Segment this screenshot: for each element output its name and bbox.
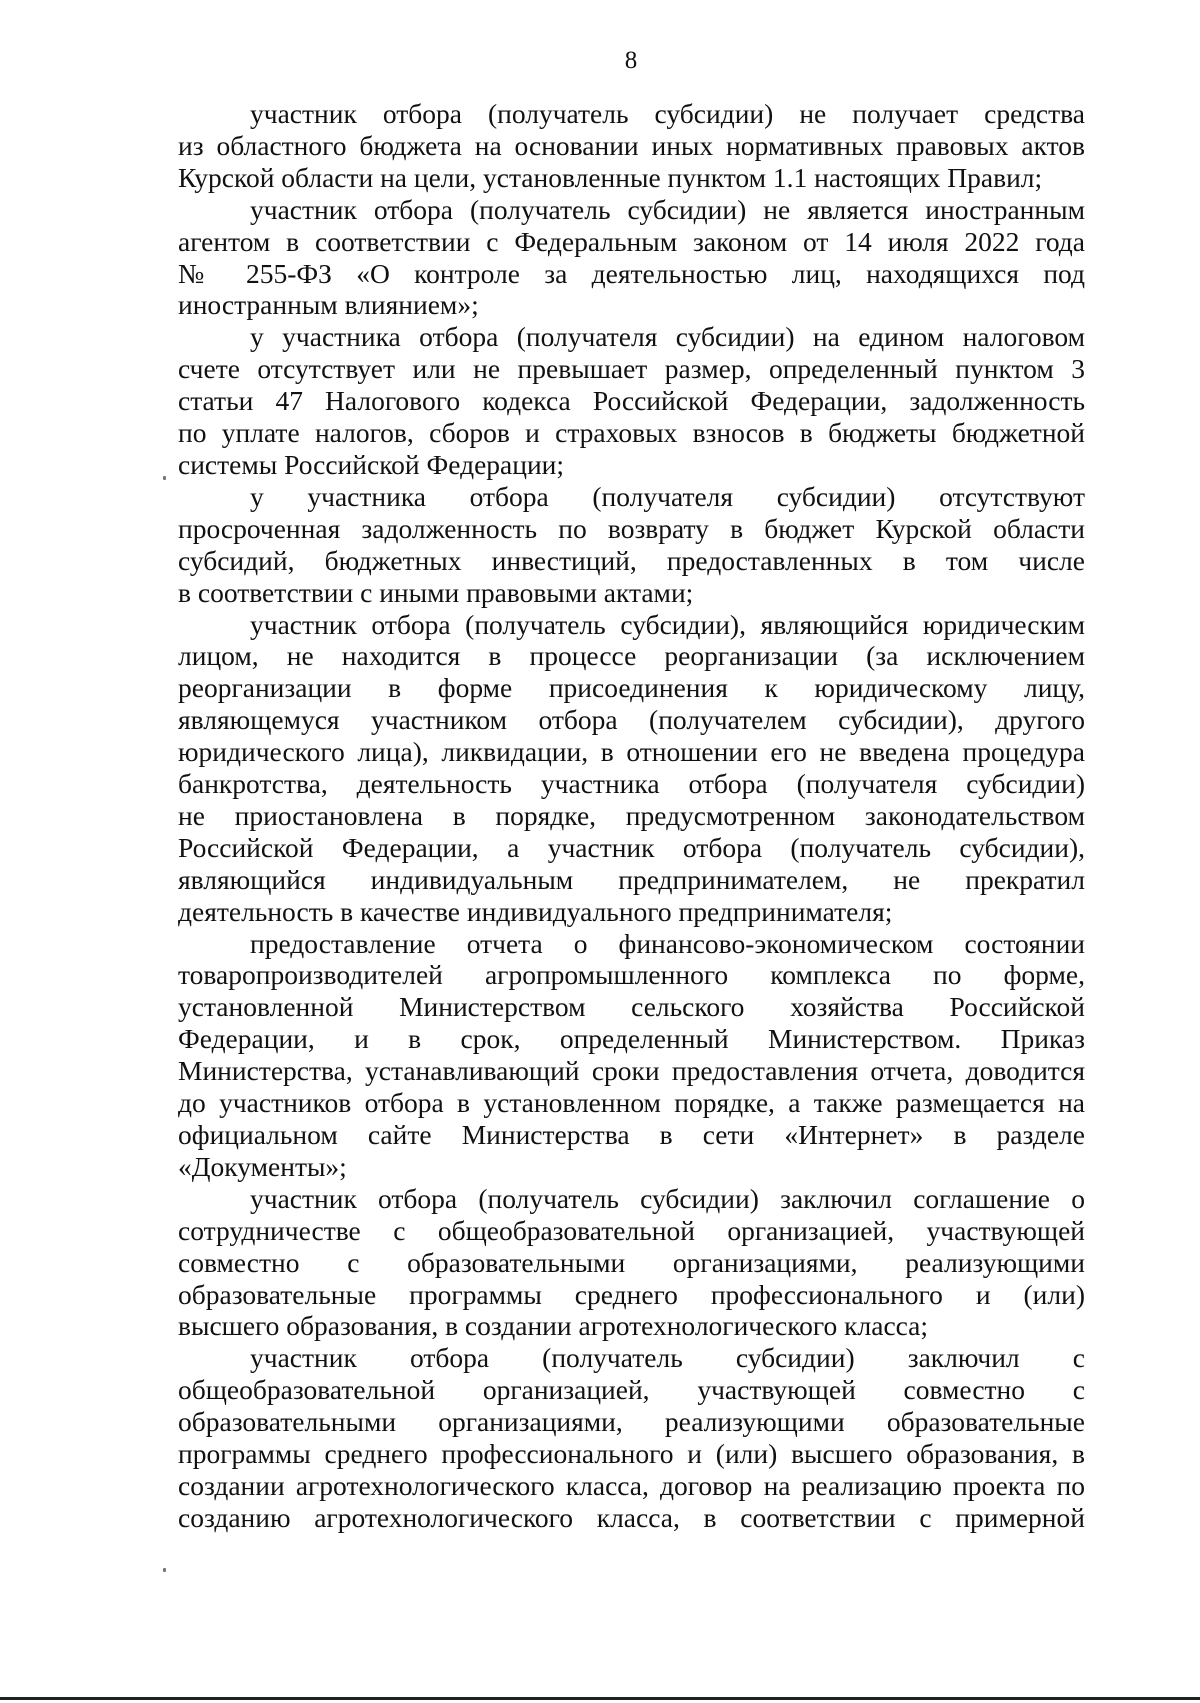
text-line: банкротства, деятельность участника отбора (получателя субсидии) <box>178 768 1085 800</box>
text-line: образовательными организациями, реализующими образовательные <box>178 1406 1085 1438</box>
bottom-edge-line <box>0 1697 1200 1700</box>
paragraph <box>178 321 1085 481</box>
text-line: реорганизации в форме присоединения к юридическому лицу, <box>178 672 1085 704</box>
text-line: участник отбора (получатель субсидии) заключил с <box>250 1342 1085 1374</box>
paragraph <box>178 194 1085 322</box>
text-line: образовательные программы среднего профессионального и (или) <box>178 1278 1085 1310</box>
paragraph <box>178 1183 1085 1343</box>
page-number: 8 <box>624 47 638 74</box>
text-line: «Документы»; <box>178 1150 347 1182</box>
text-line: высшего образования, в создании агротехнологического класса; <box>178 1310 929 1342</box>
text-line: из областного бюджета на основании иных нормативных правовых актов <box>178 129 1085 161</box>
text-line: деятельность в качестве индивидуального предпринимателя; <box>178 895 893 927</box>
text-line: счете отсутствует или не превышает размер, определенный пунктом 3 <box>178 353 1085 385</box>
text-line: Министерства, устанавливающий сроки предоставления отчета, доводится <box>178 1055 1085 1087</box>
text-line: субсидий, бюджетных инвестиций, предоставленных в том числе <box>178 544 1085 576</box>
text-line: созданию агротехнологического класса, в соответствии с примерной <box>178 1501 1085 1533</box>
text-line: общеобразовательной организацией, участвующей совместно с <box>178 1374 1085 1406</box>
text-line: иностранным влиянием»; <box>178 289 479 321</box>
text-line: Курской области на цели, установленные пунктом 1.1 настоящих Правил; <box>178 161 1043 193</box>
text-line: Федерации, и в срок, определенный Министерством. Приказ <box>178 1023 1085 1055</box>
text-line: являющийся индивидуальным предпринимателем, не прекратил <box>178 863 1085 895</box>
text-line: до участников отбора в установленном порядке, а также размещается на <box>178 1087 1085 1119</box>
text-line: товаропроизводителей агропромышленного комплекса по форме, <box>178 959 1085 991</box>
text-line: сотрудничестве с общеобразовательной организацией, участвующей <box>178 1214 1085 1246</box>
scan-artifact <box>163 1568 166 1572</box>
text-line: являющемуся участником отбора (получателем субсидии), другого <box>178 704 1085 736</box>
paragraph <box>178 609 1085 928</box>
text-line: создании агротехнологического класса, договор на реализацию проекта по <box>178 1469 1085 1501</box>
text-line: № 255-ФЗ «О контроле за деятельностью лиц, находящихся под <box>178 257 1085 289</box>
document-body <box>178 98 1085 1534</box>
paragraph <box>178 98 1085 194</box>
text-line: участник отбора (получатель субсидии) не является иностранным <box>250 193 1085 225</box>
text-line: агентом в соответствии с Федеральным законом от 14 июля 2022 года <box>178 225 1085 257</box>
scan-artifact <box>163 476 166 480</box>
text-line: официальном сайте Министерства в сети «Интернет» в разделе <box>178 1119 1085 1150</box>
text-line: предоставление отчета о финансово-экономическом состоянии <box>250 927 1085 959</box>
paragraph <box>178 928 1085 1183</box>
text-line: установленной Министерством сельского хозяйства Российской <box>178 991 1085 1023</box>
text-line: у участника отбора (получателя субсидии) на едином налоговом <box>250 321 1085 353</box>
text-line: просроченная задолженность по возврату в бюджет Курской области <box>178 512 1085 544</box>
text-line: участник отбора (получатель субсидии) не получает средства <box>250 98 1085 129</box>
paragraph <box>178 1342 1085 1533</box>
text-line: статьи 47 Налогового кодекса Российской Федерации, задолженность <box>178 385 1085 417</box>
paragraph <box>178 481 1085 609</box>
text-line: у участника отбора (получателя субсидии) отсутствуют <box>250 480 1085 512</box>
text-line: совместно с образовательными организациями, реализующими <box>178 1246 1085 1278</box>
text-line: не приостановлена в порядке, предусмотренном законодательством <box>178 799 1085 831</box>
text-line: юридического лица), ликвидации, в отношении его не введена процедура <box>178 736 1085 768</box>
text-line: в соответствии с иными правовыми актами; <box>178 576 694 608</box>
text-line: по уплате налогов, сборов и страховых взносов в бюджеты бюджетной <box>178 417 1085 449</box>
text-line: участник отбора (получатель субсидии) заключил соглашение о <box>250 1182 1085 1214</box>
text-line: участник отбора (получатель субсидии), являющийся юридическим <box>250 608 1085 640</box>
text-line: Российской Федерации, а участник отбора (получатель субсидии), <box>178 831 1085 863</box>
text-line: программы среднего профессионального и (или) высшего образования, в <box>178 1438 1085 1470</box>
text-line: системы Российской Федерации; <box>178 448 565 480</box>
text-line: лицом, не находится в процессе реорганизации (за исключением <box>178 640 1085 672</box>
